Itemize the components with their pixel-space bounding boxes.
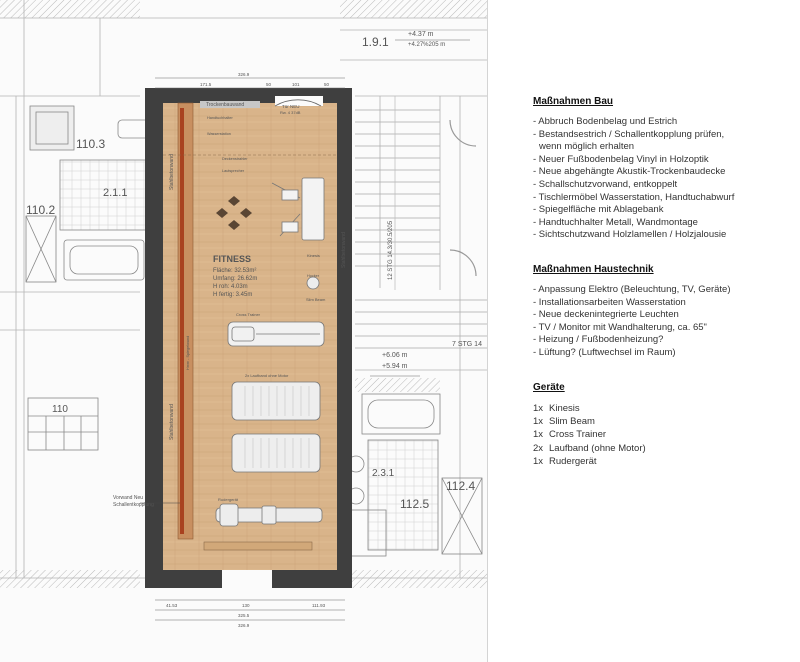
list-item: - Spiegelfläche mit Ablagebank: [533, 204, 664, 216]
dimension-text: 130: [242, 603, 250, 608]
list-bau: [533, 116, 793, 242]
list-item: - Tischlermöbel Wasserstation, Handtuchabwurf: [533, 191, 735, 203]
staircase-right: [355, 96, 487, 348]
door-label: Tür NEU: [282, 104, 300, 109]
section-title-geraete: Geräte: [533, 381, 565, 393]
dimension-text: 50: [324, 82, 330, 87]
list-item: - TV / Monitor mit Wandhalterung, ca. 65": [533, 321, 707, 333]
room-number: 112.5: [400, 497, 430, 511]
furniture-label: Deckenstrahler: [222, 157, 248, 161]
stair-label: 7 STG 14: [452, 341, 482, 348]
dimension-text: 41.53: [166, 603, 178, 608]
dimension-text: 326.9: [238, 623, 250, 628]
room-spec: Fläche: 32.53m²: [213, 268, 257, 274]
height-label: +6.06 m: [382, 352, 408, 359]
list-item: - Neue deckenintegrierte Leuchten: [533, 309, 679, 321]
list-item: - Anpassung Elektro (Beleuchtung, TV, Geräte): [533, 283, 731, 295]
bathroom-left: [26, 106, 164, 282]
treadmill-1: [232, 382, 320, 420]
mirror-strip-label: Hmm - Spiegelwand: [186, 335, 190, 370]
bathroom-right: [346, 394, 482, 556]
wall-left-label-lower: Stahlbetonwand: [169, 404, 175, 440]
equipment-qty: 1x: [533, 429, 544, 441]
list-item: [533, 402, 793, 415]
equipment-qty: 1x: [533, 402, 544, 414]
bench: [204, 542, 312, 550]
list-item: - Sichtschutzwand Holzlamellen / Holzjalousie: [533, 229, 727, 241]
stair-label: 12 STG 14.3/30.5/205: [388, 220, 394, 280]
list-item: - Installationsarbeiten Wasserstation: [533, 296, 686, 308]
equipment-name: Laufband (ohne Motor): [549, 442, 646, 454]
room-number: 112.4: [446, 479, 476, 493]
room-spec: H fertig: 3.45m: [213, 292, 253, 298]
bottom-opening: [222, 570, 272, 588]
cross-trainer: [228, 322, 324, 346]
furniture-label: Lautsprecher: [222, 169, 245, 173]
equipment-qty: 1x: [533, 456, 544, 468]
list-haustechnik: [533, 284, 793, 360]
info-panel: [533, 96, 793, 491]
list-item: [533, 455, 793, 468]
list-item: - Bestandsestrich / Schallentkopplung prüfen,: [533, 128, 725, 140]
furniture-label: Hocker: [307, 274, 320, 278]
leader-label: Vorwand Neu: [113, 495, 144, 501]
equipment-name: Slim Beam: [549, 415, 595, 427]
equipment-qty: 2x: [533, 442, 544, 454]
dimension-text: 326.9: [238, 72, 250, 77]
furniture-label: Handtuchhalter: [207, 116, 233, 120]
list-item: - Schallschutzvorwand, entkoppelt: [533, 178, 678, 190]
top-wall-label: Trockenbauwand: [206, 102, 245, 108]
room-number: 2.1.1: [103, 187, 128, 199]
room-spec: Umfang: 26.62m: [213, 276, 258, 282]
equipment-name: Rudergerät: [549, 456, 597, 468]
equipment-name: Kinesis: [549, 402, 580, 414]
mirror-strip-dark: [180, 108, 184, 534]
list-item: - Lüftung? (Luftwechsel im Raum): [533, 346, 676, 358]
height-label: +5.94 m: [382, 363, 408, 370]
room-spec: H roh: 4.03m: [213, 284, 248, 290]
equipment-label: Kinesis: [307, 253, 320, 258]
dimension-text: 325.5: [238, 613, 250, 618]
height-label: +4.27%205 m: [408, 42, 446, 48]
equipment-label: Rudergerät: [218, 497, 239, 502]
equipment-label: Cross Trainer: [236, 312, 261, 317]
room-number: 110.2: [26, 203, 56, 217]
treadmill-2: [232, 434, 320, 472]
list-item: - Neuer Fußbodenbelag Vinyl in Holzoptik: [533, 153, 709, 165]
room-number: 1.9.1: [362, 35, 389, 49]
list-item: wenn möglich erhalten: [539, 141, 635, 153]
room-number: 110.3: [76, 137, 106, 151]
wall-left-label: Stahlbetonwand: [169, 154, 175, 190]
section-title-haustechnik: Maßnahmen Haustechnik: [533, 263, 654, 275]
dimension-text: 101: [292, 82, 300, 87]
room-number: 2.3.1: [372, 468, 395, 479]
furniture-label: Wasserstation: [207, 132, 231, 136]
equipment-name: Cross Trainer: [549, 429, 607, 441]
room-number: 110: [52, 404, 68, 415]
equipment-label: Slim Beam: [306, 297, 326, 302]
list-item: - Handtuchhalter Metall, Wandmontage: [533, 216, 698, 228]
list-geraete: [533, 402, 793, 469]
list-item: [533, 428, 793, 441]
leader-label: Schallentkopplung: [113, 502, 154, 508]
door-label: Rw. 4 37dB: [280, 110, 301, 115]
dimension-text: 111.93: [312, 603, 326, 608]
wall-right-label: Stahlbetonwand: [341, 232, 347, 268]
dimension-text: 50: [266, 82, 272, 87]
list-item: - Abbruch Bodenbelag und Estrich: [533, 116, 678, 127]
list-item: [533, 442, 793, 455]
fitness-room: [145, 88, 352, 588]
room-title: FITNESS: [213, 254, 252, 264]
height-label: +4.37 m: [408, 31, 434, 38]
hocker: [307, 277, 319, 289]
equipment-label: 2x Laufband ohne Motor: [245, 373, 289, 378]
dimension-text: 171.5: [200, 82, 212, 87]
equipment-qty: 1x: [533, 415, 544, 427]
list-item: [533, 415, 793, 428]
list-item: - Neue abgehängte Akustik-Trockenbaudecke: [533, 166, 726, 178]
section-title-bau: Maßnahmen Bau: [533, 96, 614, 107]
list-item: - Heizung / Fußbodenheizung?: [533, 334, 664, 346]
